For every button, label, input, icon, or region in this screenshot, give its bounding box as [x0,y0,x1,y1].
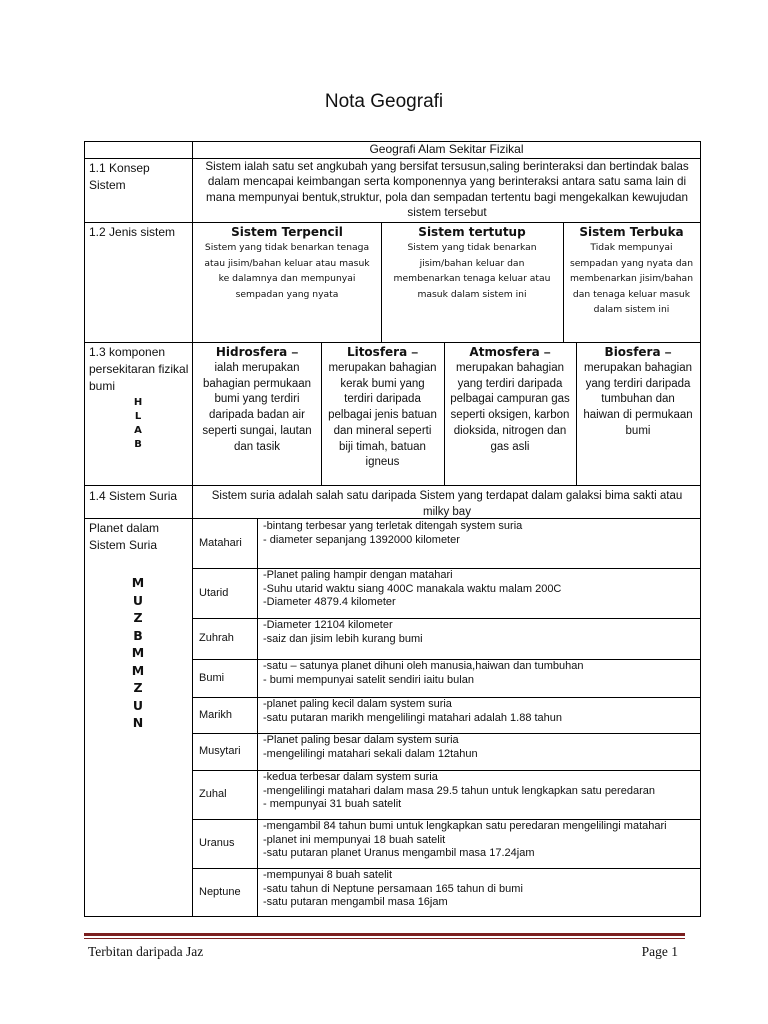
grid-line [444,342,445,485]
planet-fact: -Planet paling besar dalam system suria [263,734,459,746]
planet-name: Bumi [199,672,225,684]
komponen-text: ialah merupakan bahagian permukaan bumi yang terdiri daripada badan air seperti sungai, lautan dan tasik [202,362,312,453]
planet-name: Uranus [199,837,235,849]
planet-fact: - mempunyai 31 buah satelit [263,798,402,810]
grid-line [84,158,701,159]
hlab-letter: B [134,439,142,450]
planet-fact: -Suhu utarid waktu siang 400C manakala waktu malam 200C [263,582,562,595]
planet-acronym-letter: N [132,715,144,730]
footer-left: Terbitan daripada Jaz [88,944,204,959]
table-header: Geografi Alam Sekitar Fizikal [369,142,524,156]
komponen-dash: – [543,345,551,359]
planet-fact: -planet ini mempunyai 18 buah satelit [263,833,446,846]
page-title: Nota Geografi [324,91,444,112]
planet-fact: -satu putaran mengambil masa 16jam [263,896,448,908]
jenis-text: Sistem yang tidak benarkan tenaga atau jisim/bahan keluar atau masuk ke dalamnya dan mempunyai sempadan yang nyata [204,242,370,300]
planet-name: Musytari [199,745,241,757]
planet-description [258,734,697,769]
planet-acronym-letter: M [131,662,145,678]
planet-description [258,619,697,658]
grid-line [321,342,322,485]
planet-fact: -Planet paling hampir dengan matahari [263,569,453,581]
komponen-title [578,344,698,361]
planets-label: Planet dalam Sistem Suria [89,521,160,552]
komponen-text: merupakan bahagian kerak bumi yang terdiri daripada pelbagai jenis batuan dan mineral seperti biji timah, batuan igneus [328,362,437,469]
komponen-dash: – [291,345,299,359]
planet-fact: -mengelilingi matahari dalam masa 29.5 tahun untuk lengkapkan satu peredaran [263,784,655,797]
planet-fact: -mengelilingi matahari sekali dalam 12tahun [263,747,478,760]
planet-fact: -Diameter 12104 kilometer [263,619,393,631]
grid-line [84,141,85,917]
planet-fact: -mengambil 84 tahun bumi untuk lengkapkan satu peredaran mengelilingi matahari [263,820,667,832]
jenis-text: Tidak mempunyai sempadan yang nyata dan membenarkan jisim/bahan dan tenaga keluar masuk dalam sistem ini [569,242,694,315]
suria-text: Sistem suria adalah salah satu daripada Sistem yang terdapat dalam galaksi bima sakti atau milky bay [211,490,683,518]
planet-fact: -Diameter 4879.4 kilometer [263,596,396,608]
planet-acronym-letter: B [133,627,143,643]
grid-line [576,342,577,485]
planet-name: Zuhrah [199,632,234,644]
jenis-text: Sistem yang tidak benarkan jisim/bahan keluar dan membenarkan tenaga keluar atau masuk dalam sistem ini [393,242,551,300]
komponen-title [323,344,442,361]
grid-line [700,141,701,917]
planet-fact: -satu – satunya planet dihuni oleh manusia,haiwan dan tumbuhan [263,660,584,672]
planet-fact: -planet paling kecil dalam system suria [263,698,452,710]
footer-right: Page 1 [641,944,678,959]
planet-fact: -mempunyai 8 buah satelit [263,869,393,881]
planet-fact: -satu putaran marikh mengelilingi matahari adalah 1.88 tahun [263,711,563,724]
komponen-text: merupakan bahagian yang terdiri daripada tumbuhan dan haiwan di permukaan bumi [583,362,693,437]
komponen-title-text: Biosfera [604,345,665,359]
planet-fact: - bumi mempunyai satelit sendiri iaitu bulan [263,673,474,686]
planet-description [258,569,697,617]
footer-rule-thin [84,938,685,939]
hlab-letter: L [134,411,142,422]
planet-acronym-letter: U [132,697,144,713]
grid-line [84,518,701,519]
planet-name: Matahari [199,537,242,549]
grid-line [84,485,701,486]
footer-rule [84,933,685,936]
planet-fact: -saiz dan jisim lebih kurang bumi [263,632,423,645]
planet-fact: -kedua terbesar dalam system suria [263,771,438,783]
planet-description [258,520,697,567]
planet-acronym-letter: U [132,592,144,608]
planet-name: Zuhal [199,788,227,800]
planet-acronym-letter: Z [133,610,143,625]
planet-acronym-letter: M [131,645,145,660]
grid-line [84,916,701,917]
planet-name: Utarid [199,587,229,599]
planet-fact: -bintang terbesar yang terletak ditengah system suria [263,520,523,532]
grid-line [192,141,193,917]
jenis-title: Sistem Terbuka [579,225,684,239]
planet-description [258,698,697,732]
grid-line [563,222,564,342]
planet-fact: -satu tahun di Neptune persamaan 165 tahun di bumi [263,882,523,895]
komponen-title [195,344,319,361]
suria-label: 1.4 Sistem Suria [89,489,178,503]
jenis-title: Sistem tertutup [418,225,526,239]
planet-description [258,660,697,696]
konsep-text: Sistem ialah satu set angkubah yang bersifat tersusun,saling berinteraksi dan bertindak balas dalam mencapai keimbangan serta komponennya yang berinteraksi antara satu sama lain di mana mempunyai bentuk,struktur, pola dan sempadan tertentu bagi mengekalkan kewujudan sistem tersebut [205,160,689,219]
komponen-title-text: Hidrosfera [215,345,292,359]
komponen-text: merupakan bahagian yang terdiri daripada pelbagai campuran gas seperti oksigen, karbon dioksida, nitrogen dan gas asli [450,362,570,453]
planet-description [258,771,697,818]
hlab-letter: A [134,425,142,436]
komponen-dash: – [664,345,672,359]
konsep-label: 1.1 Konsep Sistem [89,161,150,192]
jenis-label: 1.2 Jenis sistem [89,225,176,239]
hlab-letter: H [133,397,143,408]
planet-name: Marikh [199,709,233,721]
planet-acronym-letter: M [131,575,145,590]
planet-name: Neptune [199,886,241,898]
komponen-title [446,344,574,361]
grid-line [381,222,382,342]
grid-line [84,141,701,142]
komponen-label: 1.3 komponen persekitaran fizikal bumi [89,345,189,393]
komponen-dash: – [411,345,419,359]
planet-description [258,869,697,915]
grid-line [84,342,701,343]
komponen-title-text: Litosfera [346,345,412,359]
planet-description [258,820,697,867]
planet-fact: - diameter sepanjang 1392000 kilometer [263,533,460,546]
grid-line [84,222,701,223]
komponen-title-text: Atmosfera [469,345,544,359]
planet-acronym-letter: Z [133,680,143,695]
jenis-title: Sistem Terpencil [231,225,343,239]
planet-fact: -satu putaran planet Uranus mengambil masa 17.24jam [263,847,535,859]
